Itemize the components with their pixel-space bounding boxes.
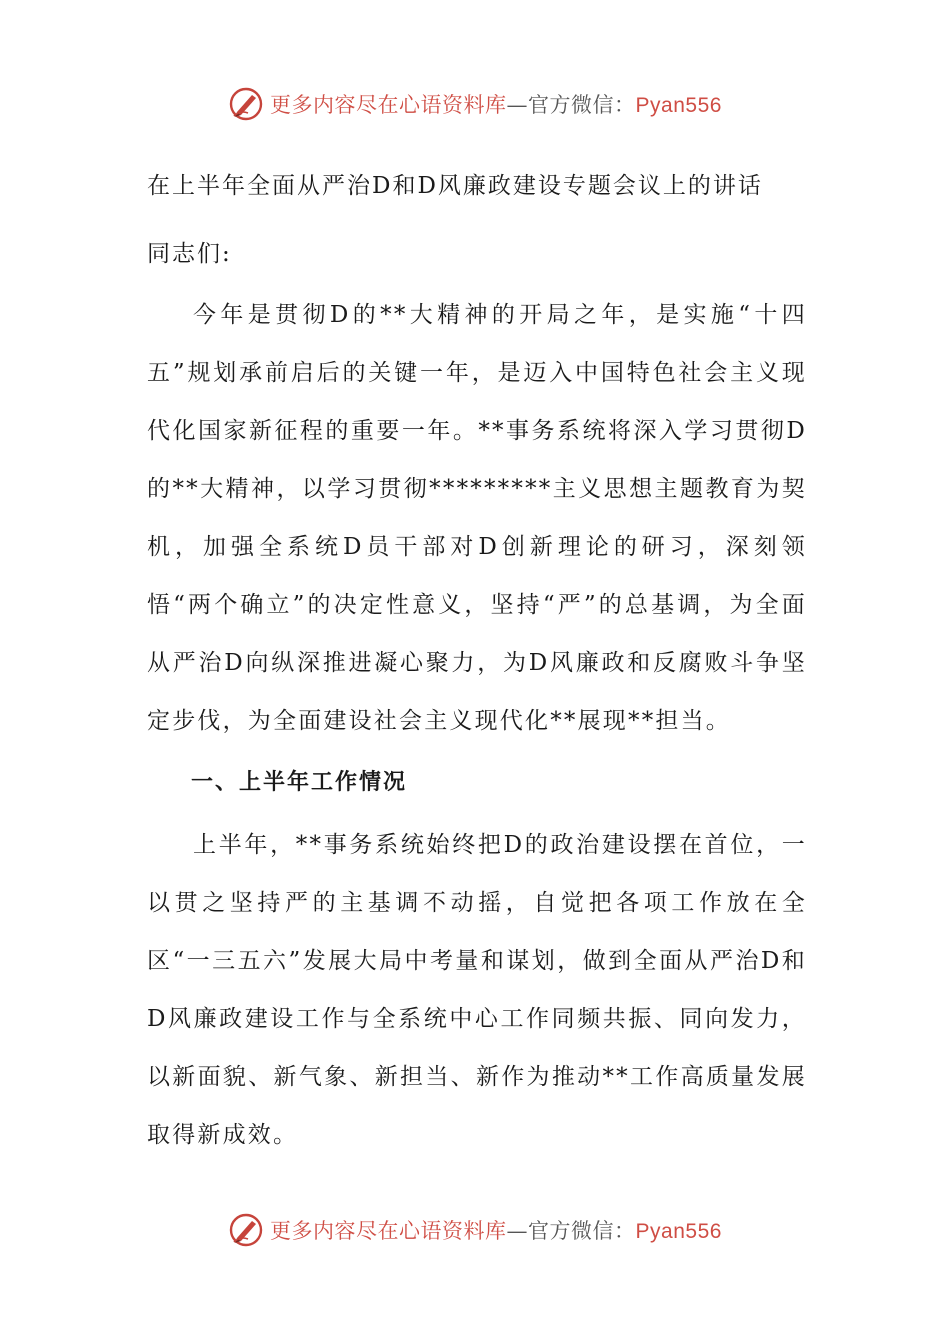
watermark-site: 更多内容尽在心语资料库 bbox=[270, 1219, 507, 1243]
watermark-wechat-id: Pyan556 bbox=[635, 94, 722, 117]
watermark-separator: — bbox=[506, 1219, 529, 1243]
pen-logo-icon bbox=[228, 1212, 264, 1248]
watermark-wechat-label: 官方微信： bbox=[528, 93, 636, 117]
section-heading: 一、上半年工作情况 bbox=[191, 770, 408, 795]
watermark-text bbox=[270, 89, 722, 119]
pen-logo-icon bbox=[228, 86, 264, 122]
salutation: 同志们: bbox=[147, 241, 232, 267]
watermark-text bbox=[270, 1215, 722, 1245]
watermark-site: 更多内容尽在心语资料库 bbox=[270, 93, 507, 117]
watermark-separator: — bbox=[506, 93, 529, 117]
footer-watermark bbox=[0, 1208, 950, 1252]
section-paragraph: 上半年，**事务系统始终把D的政治建设摆在首位，一以贯之坚持严的主基调不动摇，自觉把各项工作放在全区“一三五六”发展大局中考量和谋划，做到全面从严治D和D风廉政建设工作与全系统中心工作同频共振、同向发力，以新面貌、新气象、新担当、新作为推动**工作高质量发展取得新成效。 bbox=[147, 832, 807, 1148]
document-body bbox=[147, 158, 807, 1164]
intro-paragraph: 今年是贯彻D的**大精神的开局之年，是实施“十四五”规划承前启后的关键一年，是迈入中国特色社会主义现代化国家新征程的重要一年。**事务系统将深入学习贯彻D的**大精神，以学习贯彻*********主义思想主题教育为契机，加强全系统D员干部对D创新理论的研习，深刻领悟“两个确立”的决定性意义，坚持“严”的总基调，为全面从严治D向纵深推进凝心聚力，为D风廉政和反腐败斗争坚定步伐，为全面建设社会主义现代化**展现**担当。 bbox=[147, 302, 807, 734]
watermark-wechat-id: Pyan556 bbox=[635, 1220, 722, 1243]
document-title: 在上半年全面从严治D和D风廉政建设专题会议上的讲话 bbox=[147, 173, 763, 199]
header-watermark bbox=[0, 82, 950, 126]
watermark-wechat-label: 官方微信： bbox=[528, 1219, 636, 1243]
